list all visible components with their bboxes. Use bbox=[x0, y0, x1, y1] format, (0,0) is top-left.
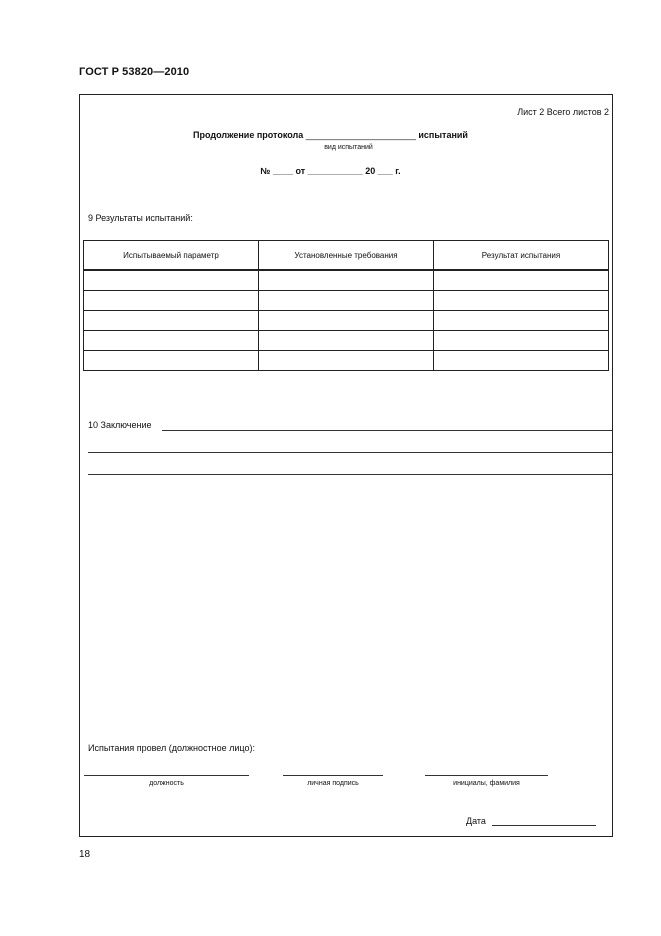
column-header-requirements: Установленные требования bbox=[259, 241, 434, 271]
test-type-caption: вид испытаний bbox=[324, 144, 373, 151]
signature-caption: личная подпись bbox=[307, 780, 359, 787]
table-cell[interactable] bbox=[434, 311, 609, 331]
protocol-title-suffix: испытаний bbox=[418, 130, 468, 140]
table-row bbox=[84, 270, 609, 291]
conducted-by-label: Испытания провел (должностное лицо): bbox=[88, 743, 255, 753]
table-cell[interactable] bbox=[434, 270, 609, 291]
table-cell[interactable] bbox=[434, 351, 609, 371]
table-cell[interactable] bbox=[434, 331, 609, 351]
table-cell[interactable] bbox=[84, 311, 259, 331]
results-table bbox=[83, 240, 609, 371]
personal-signature-line[interactable] bbox=[283, 775, 383, 776]
column-header-parameter: Испытываемый параметр bbox=[84, 241, 259, 271]
position-signature-line[interactable] bbox=[84, 775, 249, 776]
table-cell[interactable] bbox=[259, 311, 434, 331]
document-header: ГОСТ Р 53820—2010 bbox=[79, 66, 190, 78]
table-cell[interactable] bbox=[259, 351, 434, 371]
table-cell[interactable] bbox=[259, 331, 434, 351]
table-cell[interactable] bbox=[84, 270, 259, 291]
name-signature-line[interactable] bbox=[425, 775, 548, 776]
position-caption: должность bbox=[149, 780, 184, 787]
protocol-number-line: № ____ от ___________ 20 ___ г. bbox=[260, 166, 401, 176]
protocol-title-prefix: Продолжение протокола bbox=[193, 130, 304, 140]
date-line[interactable] bbox=[492, 825, 596, 826]
table-cell[interactable] bbox=[259, 270, 434, 291]
results-heading: 9 Результаты испытаний: bbox=[88, 213, 193, 223]
conclusion-line[interactable] bbox=[88, 474, 612, 475]
table-cell[interactable] bbox=[434, 291, 609, 311]
table-cell[interactable] bbox=[259, 291, 434, 311]
table-row bbox=[84, 291, 609, 311]
date-label: Дата bbox=[466, 816, 486, 826]
table-row bbox=[84, 331, 609, 351]
results-table-header-row bbox=[84, 241, 609, 271]
conclusion-line[interactable] bbox=[88, 452, 612, 453]
conclusion-label: 10 Заключение bbox=[88, 420, 152, 430]
name-caption: инициалы, фамилия bbox=[453, 780, 520, 787]
table-cell[interactable] bbox=[84, 351, 259, 371]
sheet-info: Лист 2 Всего листов 2 bbox=[517, 107, 609, 117]
protocol-title-blank: ______________________ bbox=[305, 130, 416, 140]
table-row bbox=[84, 351, 609, 371]
table-cell[interactable] bbox=[84, 291, 259, 311]
protocol-frame bbox=[79, 94, 613, 837]
table-row bbox=[84, 311, 609, 331]
column-header-result: Результат испытания bbox=[434, 241, 609, 271]
conclusion-line[interactable] bbox=[162, 430, 612, 431]
page-number: 18 bbox=[79, 849, 91, 860]
protocol-title bbox=[0, 130, 661, 140]
table-cell[interactable] bbox=[84, 331, 259, 351]
